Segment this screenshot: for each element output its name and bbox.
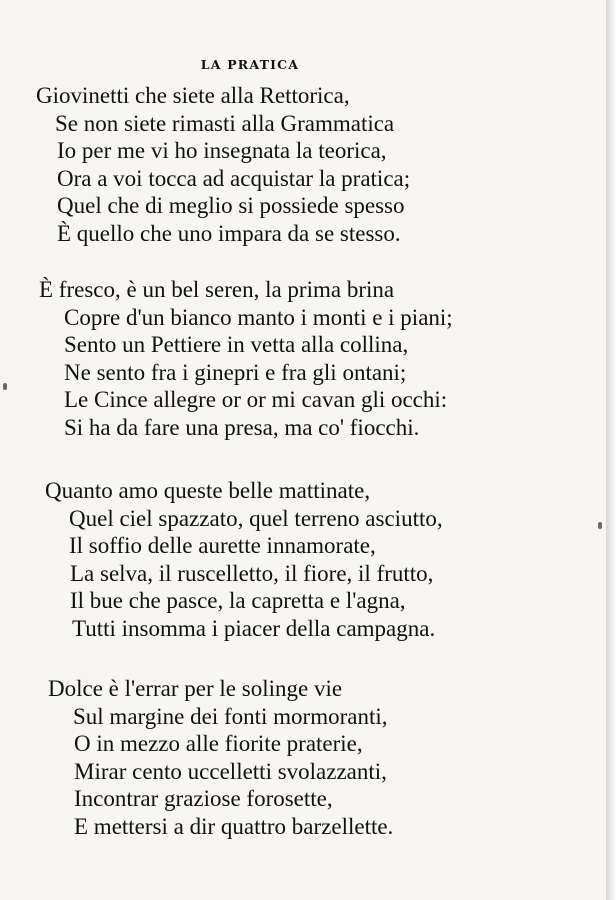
verse-line: Il soffio delle aurette innamorate, [69, 533, 376, 558]
verse-line: Il bue che pasce, la capretta e l'agna, [70, 588, 406, 613]
verse-line: Sento un Pettiere in vetta alla collina, [64, 332, 409, 357]
verse-line: Io per me vi ho insegnata la teorica, [57, 138, 387, 163]
verse-line: Mirar cento uccelletti svolazzanti, [74, 759, 387, 784]
verse-line: Dolce è l'errar per le solinge vie [48, 676, 343, 701]
verse-line: Ne sento fra i ginepri e fra gli ontani; [64, 360, 407, 385]
verse-line: La selva, il ruscelletto, il fiore, il frutto, [70, 561, 434, 586]
verse-line: Ora a voi tocca ad acquistar la pratica; [57, 166, 411, 191]
verse-line: O in mezzo alle fiorite praterie, [74, 731, 363, 756]
verse-line: Giovinetti che siete alla Rettorica, [36, 83, 350, 108]
verse-line: Quel che di meglio si possiede spesso [57, 193, 405, 218]
verse-line: È quello che uno impara da se stesso. [57, 221, 401, 246]
verse-line: È fresco, è un bel seren, la prima brina [39, 277, 395, 302]
verse-line: Incontrar graziose forosette, [74, 786, 333, 811]
verse-line: Quel ciel spazzato, quel terreno asciutto, [69, 506, 443, 531]
paper-speck [598, 522, 602, 529]
verse-line: Le Cince allegre or or mi cavan gli occhi: [64, 387, 448, 412]
verse-line: Copre d'un bianco manto i monti e i piani; [64, 305, 453, 330]
verse-line: E mettersi a dir quattro barzellette. [74, 814, 394, 839]
verse-line: Sul margine dei fonti mormoranti, [73, 704, 388, 729]
verse-line: Si ha da fare una presa, ma co' fiocchi. [64, 415, 420, 440]
verse-line: Tutti insomma i piacer della campagna. [72, 616, 436, 641]
verse-line: Se non siete rimasti alla Grammatica [55, 111, 395, 136]
paper-speck [3, 383, 7, 390]
verse-line: Quanto amo queste belle mattinate, [45, 478, 371, 503]
page-title: LA PRATICA [200, 57, 300, 72]
page-edge [606, 0, 616, 900]
